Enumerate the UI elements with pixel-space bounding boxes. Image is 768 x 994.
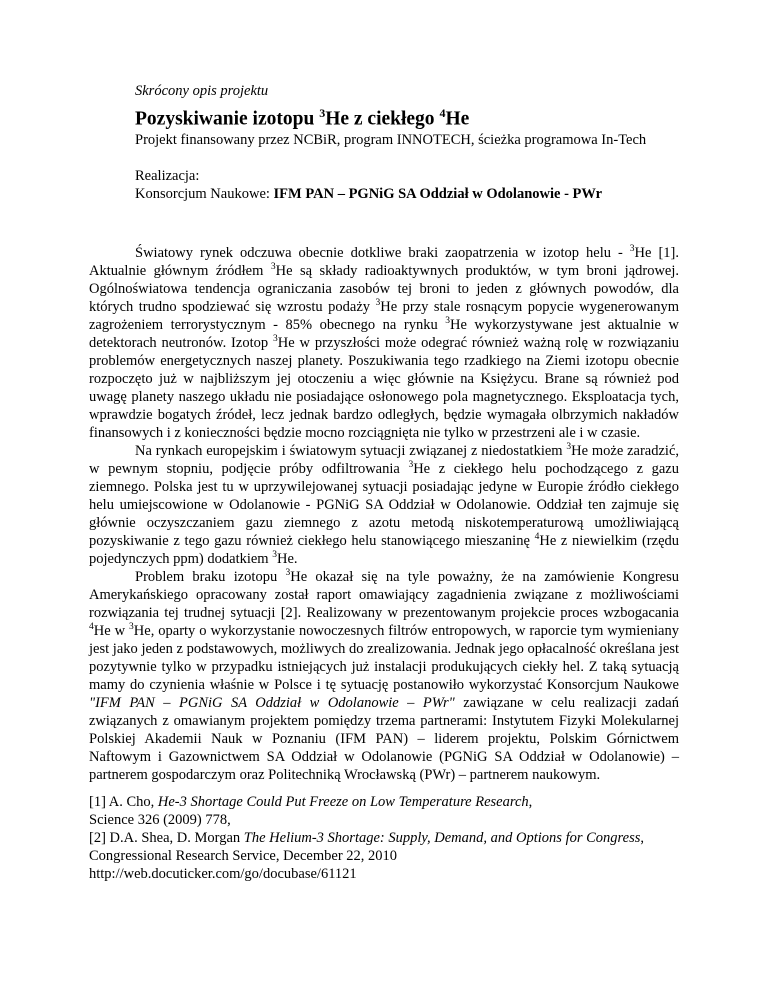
text-run: He wykorzystywane jest aktualnie w detektorach neutronów. Izotop — [89, 317, 679, 351]
reference-1-source: Science 326 (2009) 778, — [89, 812, 231, 828]
superscript: 3 — [445, 316, 450, 327]
text-run: He okazał się na tyle poważny, że na zamówienie Kongresu Amerykańskiego opracowany został raport omawiający zagadnienia związane z możliwościami rozwiązania tej trudnej sytuacji [2]. Realizowany w prezentowanym projekcie proces wzbogacania — [89, 569, 679, 621]
superscript: 4 — [534, 532, 540, 543]
superscript: 3 — [270, 262, 276, 273]
superscript: 3 — [129, 622, 134, 633]
text-run: , — [528, 794, 533, 810]
reference-2 — [89, 829, 679, 865]
text-run: Problem braku izotopu — [135, 569, 286, 585]
references — [89, 793, 679, 883]
text-run: He z ciekłego helu pochodzącego z gazu ziemnego. Polska jest tu w uprzywilejowanej sytuacji posiadając jedyne w Europie źródło ciekłego helu umiejscowione w Odolanowie - PGNiG SA Oddział w Odolanowie. Oddział ten zajmuje się głównie oczyszczaniem gazu ziemnego z azotu metodą niskotemperaturową umożliwiającą pozyskiwanie z tego gazu również ciekłego helu stanowiącego mieszaninę — [89, 461, 679, 549]
document-title — [135, 106, 469, 131]
reference-title: He-3 Shortage Could Put Freeze on Low Temperature Research — [157, 794, 529, 810]
superscript: 4 — [89, 622, 94, 633]
realization-label: Realizacja: — [135, 168, 200, 184]
paragraph-1 — [89, 244, 679, 442]
text-run: He przy stale rosnącym popycie wygenerowanym zagrożeniem terrorystycznym - 85% obecnego na rynku — [89, 299, 679, 333]
title-part: Pozyskiwanie izotopu — [135, 108, 320, 130]
consortium-quote: "IFM PAN – PGNiG SA Oddział w Odolanowie – PWr" — [89, 695, 455, 711]
paragraph-3 — [89, 568, 679, 784]
consortium-line — [135, 185, 602, 203]
text-run: [2] D.A. Shea, D. Morgan — [89, 830, 244, 846]
title-part: He z ciekłego — [325, 108, 440, 130]
reference-2-url[interactable]: http://web.docuticker.com/go/docubase/61121 — [89, 866, 357, 882]
text-run: [1] A. Cho, — [89, 794, 158, 810]
reference-1 — [89, 793, 679, 811]
reference-title: The Helium-3 Shortage: Supply, Demand, and Options for Congress — [243, 830, 641, 846]
text-run: He w — [93, 623, 130, 639]
superscript: 3 — [566, 442, 572, 453]
superscript: 3 — [272, 550, 277, 561]
superscript: 3 — [375, 298, 381, 309]
superscript: 3 — [629, 244, 635, 255]
text-run: He, oparty o wykorzystanie nowoczesnych filtrów entropowych, w raporcie tym wymieniany jest jako jeden z podstawowych, możliwych do zrealizowania. Jednak jego opłacalność określana jest pozytywnie tylko w przypadku istniejących już instalacji produkujących ciekły hel. Z taką sytuacją mamy do czynienia właśnie w Polsce i tę sytuację postanowiło wykorzystać Konsorcjum Naukowe — [89, 623, 679, 693]
superscript: 3 — [408, 460, 414, 471]
text-run: He w przyszłości może odegrać również ważną rolę w rozwiązaniu problemów energetycznych naszej planety. Poszukiwania tego rzadkiego na Ziemi izotopu obecnie rozpoczęto już w najbliższym jej otoczeniu a więc głównie na Księżycu. Brane są również pod uwagę planety naszego układu nie posiadające osłonowego pola magnetycznego. Eksploatacja tych, wprawdzie bogatych źródeł, lecz jednak bardzo odległych, będzie wymagała olbrzymich nakładów finansowych i z konieczności będzie mocno rozciągnięta nie tylko w przestrzeni ale i w czasie. — [89, 335, 679, 441]
paragraph-2 — [89, 442, 679, 568]
text-run: He są składy radioaktywnych produktów, w tym broni jądrowej. Ogólnoświatowa tendencja ograniczania zasobów tej broni to jeden z głównych powodów, dla których trudno spodziewać się wzrostu podaży — [89, 263, 680, 315]
text-run: Na rynkach europejskim i światowym sytuacji związanej z niedostatkiem — [135, 443, 567, 459]
funding-info: Projekt finansowany przez NCBiR, program INNOTECH, ścieżka programowa In-Tech — [135, 132, 647, 148]
superscript: 3 — [272, 334, 278, 345]
document-subtitle: Skrócony opis projektu — [135, 83, 269, 99]
text-run: He z niewielkim (rzędu pojedynczych ppm) dodatkiem — [89, 533, 680, 567]
superscript: 3 — [285, 568, 291, 579]
text-run: zawiązane w celu realizacji zadań związanych z omawianym projektem pomiędzy trzema partnerami: Instytutem Fizyki Molekularnej Polskiej Akademii Nauk w Poznaniu (IFM PAN) – liderem projektu, Polskim Górnictwem Naftowym i Gazownictwem SA Oddział w Odolanowie (PGNiG SA Oddział w Odolanowie) – partnerem gospodarczym oraz Politechniką Wrocławską (PWr) – partnerem naukowym. — [89, 695, 679, 783]
text-run: , Congressional Research Service, December 22, 2010 — [89, 830, 644, 864]
title-part: He — [445, 108, 470, 130]
text-run: Światowy rynek odczuwa obecnie dotkliwe braki zaopatrzenia w izotop helu - — [135, 245, 630, 261]
body-text — [89, 244, 679, 784]
text-run: He [1]. Aktualnie głównym źródłem — [89, 245, 679, 279]
text-run: He może zaradzić, w pewnym stopniu, podjęcie próby odfiltrowania — [89, 443, 679, 477]
text-run: He. — [276, 551, 298, 567]
title-superscript: 4 — [439, 106, 446, 120]
title-superscript: 3 — [319, 106, 326, 120]
consortium-name: IFM PAN – PGNiG SA Oddział w Odolanowie - PWr — [273, 186, 603, 202]
consortium-label: Konsorcjum Naukowe: — [135, 186, 274, 202]
